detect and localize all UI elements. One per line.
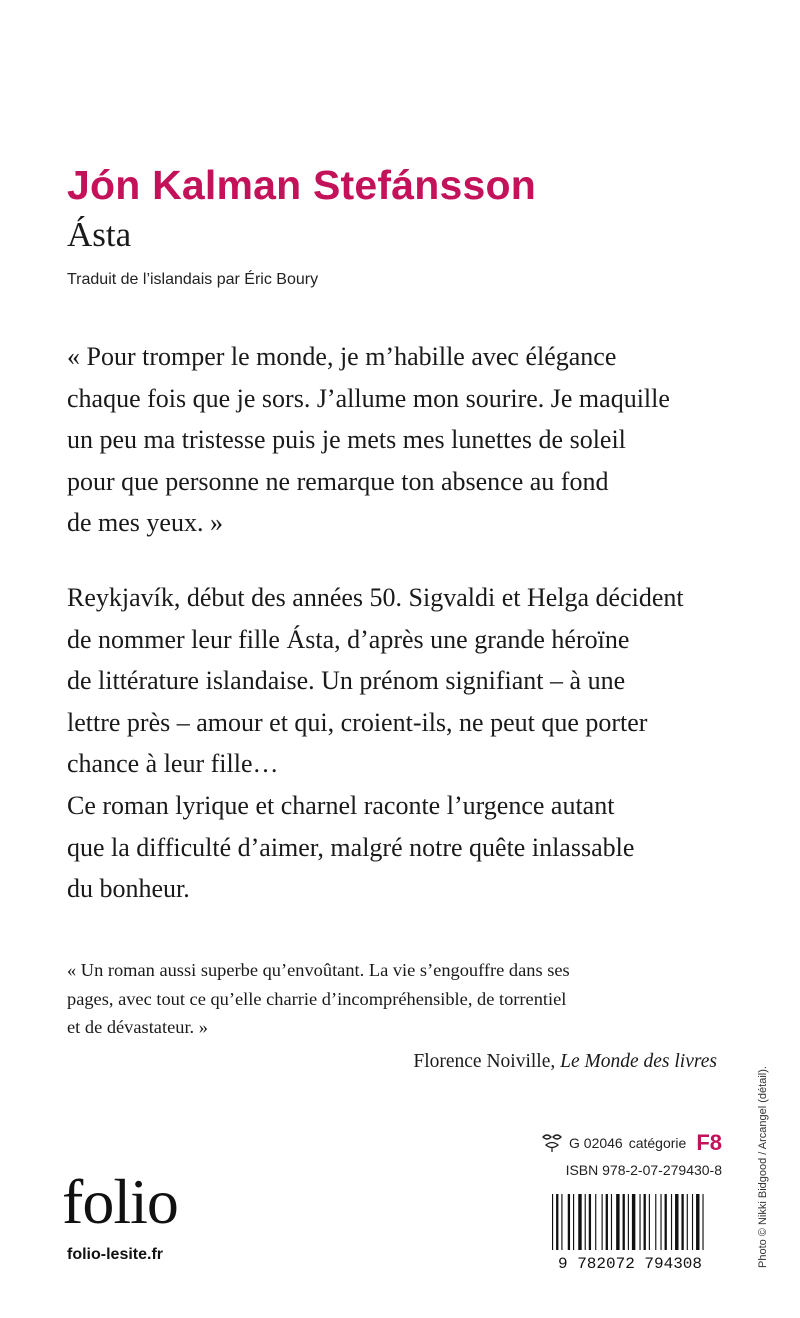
summary-line: de nommer leur fille Ásta, d’après une grande héroïne xyxy=(67,624,630,654)
review-line: pages, avec tout ce qu’elle charrie d’incompréhensible, de torrentiel xyxy=(67,988,567,1009)
category-label: catégorie xyxy=(628,1135,687,1151)
barcode-bar xyxy=(660,1194,661,1250)
translator-credit: Traduit de l’islandais par Éric Boury xyxy=(67,271,319,288)
summary-line: Reykjavík, début des années 50. Sigvaldi et Helga décident xyxy=(67,583,684,612)
barcode-bar xyxy=(616,1194,619,1250)
review-source: Le Monde des livres xyxy=(560,1050,717,1072)
quote-line: de mes yeux. » xyxy=(67,508,223,538)
barcode xyxy=(540,1192,720,1270)
barcode-bar xyxy=(595,1194,596,1250)
press-review xyxy=(67,956,727,1076)
barcode-bars xyxy=(552,1194,704,1250)
barcode-bar xyxy=(675,1194,678,1250)
review-line: et de dévastateur. » xyxy=(67,1017,208,1037)
barcode-bar xyxy=(573,1194,574,1250)
barcode-bar xyxy=(639,1194,640,1250)
barcode-bar xyxy=(628,1194,629,1250)
quote-line: un peu ma tristesse puis je mets mes lunettes de soleil xyxy=(67,425,626,455)
barcode-bar xyxy=(671,1194,672,1250)
barcode-bar xyxy=(589,1194,591,1250)
barcode-digits: 9 782072 794308 xyxy=(557,1255,703,1270)
quote-line: chaque fois que je sors. J’allume mon sourire. Je maquille xyxy=(67,383,670,413)
barcode-bar xyxy=(602,1194,603,1250)
barcode-bar xyxy=(702,1194,703,1250)
category-value: F8 xyxy=(696,1130,722,1155)
quote-line: « Pour tromper le monde, je m’habille avec élégance xyxy=(67,342,617,371)
author-name: Jón Kalman Stefánsson xyxy=(67,162,536,208)
folio-logo: folio xyxy=(62,1166,178,1237)
excerpt-quote xyxy=(67,336,727,544)
book-summary xyxy=(67,577,727,910)
barcode-bar xyxy=(585,1194,586,1250)
barcode-bar xyxy=(632,1194,635,1250)
barcode-bar xyxy=(606,1194,608,1250)
barcode-bar xyxy=(687,1194,688,1250)
publisher-code-line xyxy=(512,1130,722,1156)
review-line: « Un roman aussi superbe qu’envoûtant. La vie s’engouffre dans ses xyxy=(67,960,570,980)
summary-line: que la difficulté d’aimer, malgré notre quête inlassable xyxy=(67,832,635,862)
review-author: Florence Noiville, xyxy=(413,1050,561,1072)
barcode-bar xyxy=(649,1194,650,1250)
summary-line: de littérature islandaise. Un prénom signifiant – à une xyxy=(67,666,626,696)
book-title: Ásta xyxy=(67,215,132,254)
barcode-bar xyxy=(611,1194,612,1250)
gallimard-logo-icon xyxy=(541,1133,563,1153)
barcode-bar xyxy=(644,1194,646,1250)
barcode-bar xyxy=(568,1194,570,1250)
isbn-number: ISBN 978-2-07-279430-8 xyxy=(565,1162,722,1178)
barcode-bar xyxy=(655,1194,656,1250)
barcode-bar xyxy=(696,1194,699,1250)
summary-line: lettre près – amour et qui, croient-ils, ne peut que porter xyxy=(67,707,648,737)
summary-line: Ce roman lyrique et charnel raconte l’urgence autant xyxy=(67,790,615,820)
barcode-bar xyxy=(561,1194,562,1250)
barcode-bar xyxy=(665,1194,667,1250)
barcode-bar xyxy=(556,1194,558,1250)
barcode-bar xyxy=(578,1194,581,1250)
review-attribution xyxy=(67,1048,727,1077)
photo-credit: Photo © Nikki Bidgood / Arcangel (détail). xyxy=(757,1066,769,1268)
publisher-website: folio-lesite.fr xyxy=(67,1246,164,1263)
barcode-bar xyxy=(552,1194,553,1250)
barcode-bar xyxy=(623,1194,625,1250)
barcode-bar xyxy=(692,1194,693,1250)
summary-line: du bonheur. xyxy=(67,874,190,904)
quote-line: pour que personne ne remarque ton absence au fond xyxy=(67,466,609,496)
publisher-code: G 02046 xyxy=(569,1135,623,1151)
summary-line: chance à leur fille… xyxy=(67,749,279,779)
barcode-bar xyxy=(681,1194,683,1250)
